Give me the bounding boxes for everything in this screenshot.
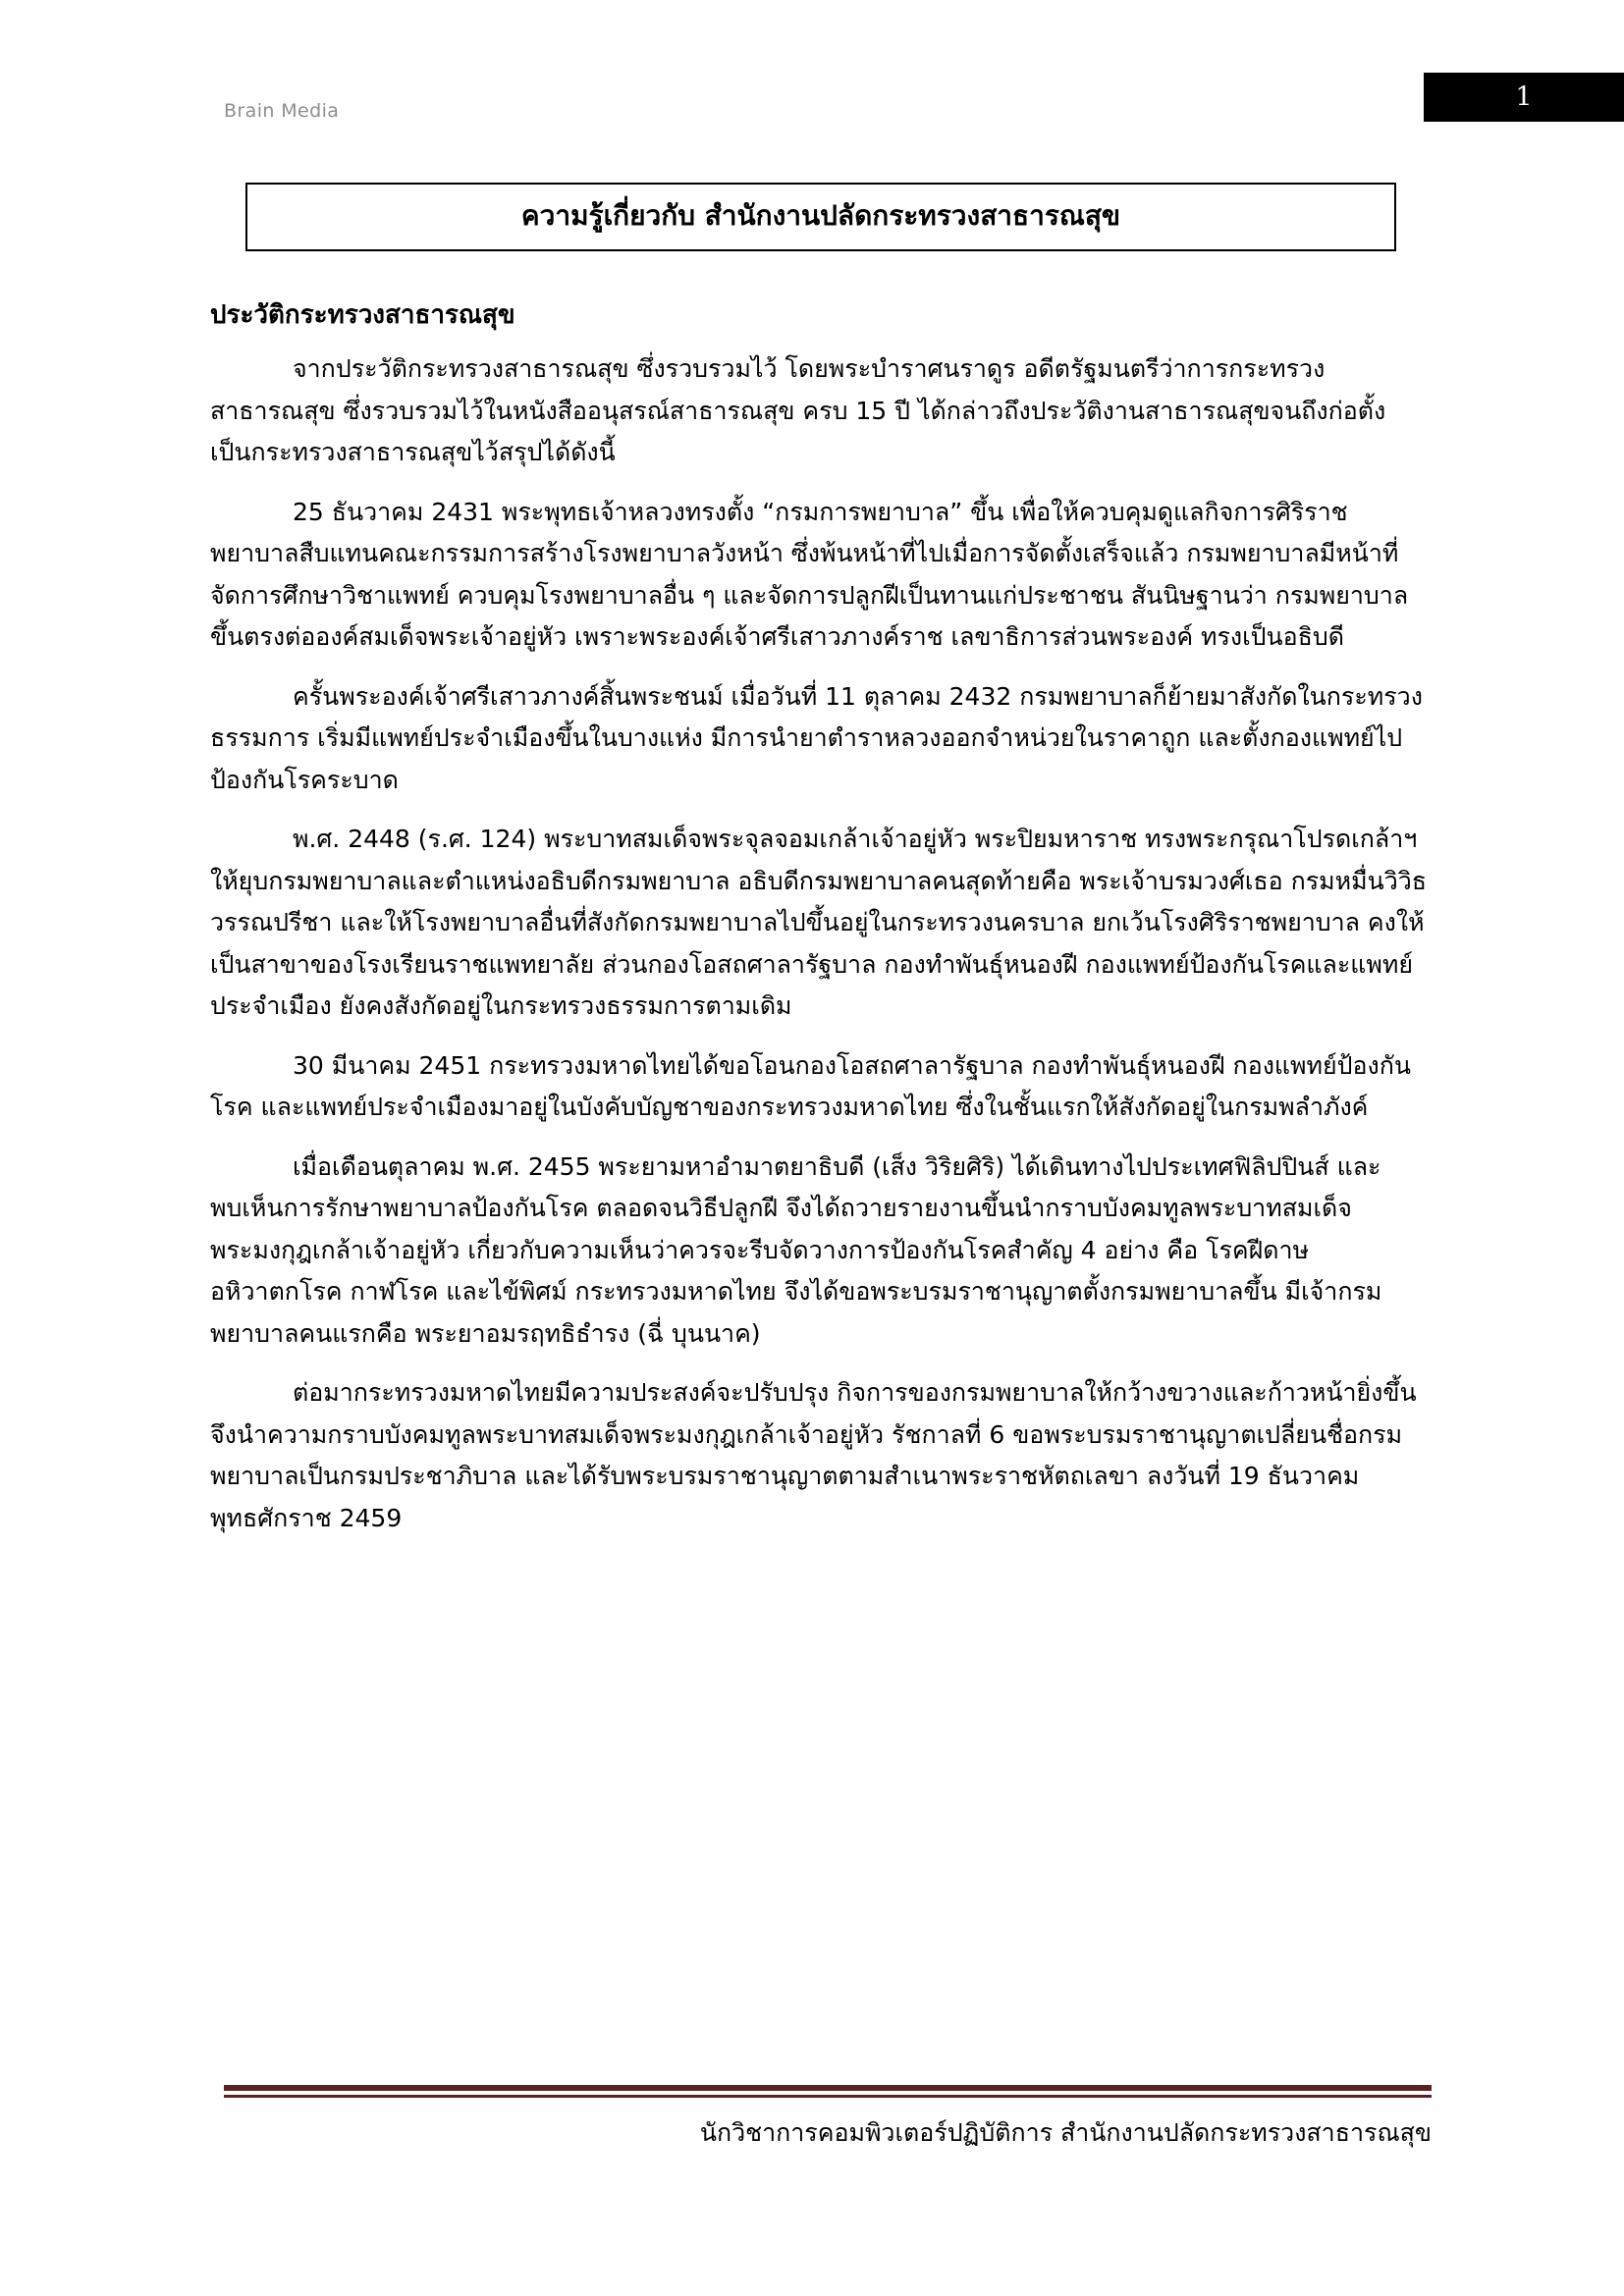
- document-title: ความรู้เกี่ยวกับ สำนักงานปลัดกระทรวงสาธารณสุข: [520, 199, 1121, 232]
- page-number-value: 1: [1515, 81, 1533, 113]
- paragraph: 30 มีนาคม 2451 กระทรวงมหาดไทยได้ขอโอนกองโอสถศาลารัฐบาล กองทำพันธุ์หนองฝี กองแพทย์ป้องกันโรค และแพทย์ประจำเมืองมาอยู่ในบังคับบัญชาของกระทรวงมหาดไทย ซึ่งในชั้นแรกให้สังกัดอยู่ในกรมพลำภังค์: [210, 1050, 1411, 1122]
- paragraph: พ.ศ. 2448 (ร.ศ. 124) พระบาทสมเด็จพระจุลจอมเกล้าเจ้าอยู่หัว พระปิยมหาราช ทรงพระกรุณาโปรดเกล้าฯ ให้ยุบกรมพยาบาลและตำแหน่งอธิบดีกรมพยาบาล อธิบดีกรมพยาบาลคนสุดท้ายคือ พระเจ้าบรมวงศ์เธอ กรมหมื่นวิวิธวรรณปรีชา และให้โรงพยาบาลอื่นที่สังกัดกรมพยาบาลไปขึ้นอยู่ในกระทรวงนครบาล ยกเว้นโรงศิริราชพยาบาล คงให้เป็นสาขาของโรงเรียนราชแพทยาลัย ส่วนกองโอสถศาลารัฐบาล กองทำพันธุ์หนองฝี กองแพทย์ป้องกันโรคและแพทย์ประจำเมือง ยังคงสังกัดอยู่ในกระทรวงธรรมการตามเดิม: [210, 825, 1428, 1021]
- paragraph: ต่อมากระทรวงมหาดไทยมีความประสงค์จะปรับปรุง กิจการของกรมพยาบาลให้กว้างขวางและก้าวหน้ายิ่งขึ้น จึงนำความกราบบังคมทูลพระบาทสมเด็จพระมงกุฎเกล้าเจ้าอยู่หัว รัชกาลที่ 6 ขอพระบรมราชานุญาตเปลี่ยนชื่อกรมพยาบาลเป็นกรมประชาภิบาล และได้รับพระบรมราชานุญาตตามสำเนาพระราชหัตถเลขา ลงวันที่ 19 ธันวาคม พุทธศักราช 2459: [210, 1378, 1417, 1532]
- section-heading: ประวัติกระทรวงสาธารณสุข: [210, 300, 515, 331]
- footer-label: นักวิชาการคอมพิวเตอร์ปฏิบัติการ สำนักงานปลัดกระทรวงสาธารณสุข: [699, 2118, 1432, 2147]
- footer-divider: [224, 2085, 1432, 2098]
- page-footer: [224, 2085, 1432, 2150]
- brand-label: Brain Media: [224, 100, 340, 122]
- paragraph: ครั้นพระองค์เจ้าศรีเสาวภางค์สิ้นพระชนม์ เมื่อวันที่ 11 ตุลาคม 2432 กรมพยาบาลก็ย้ายมาสังกัดในกระทรวงธรรมการ เริ่มมีแพทย์ประจำเมืองขึ้นในบางแห่ง มีการนำยาตำราหลวงออกจำหน่วยในราคาถูก และตั้งกองแพทย์ไปป้องกันโรคระบาด: [210, 681, 1423, 794]
- document-body: [210, 183, 1432, 1539]
- page-number-badge: [1424, 73, 1624, 122]
- page-header: [0, 0, 1624, 147]
- paragraph: จากประวัติกระทรวงสาธารณสุข ซึ่งรวบรวมไว้ โดยพระบำราศนราดูร อดีตรัฐมนตรีว่าการกระทรวงสาธารณสุข ซึ่งรวบรวมไว้ในหนังสืออนุสรณ์สาธารณสุข ครบ 15 ปี ได้กล่าวถึงประวัติงานสาธารณสุขจนถึงก่อตั้งเป็นกระทรวงสาธารณสุขไว้สรุปได้ดังนี้: [210, 354, 1386, 467]
- document-title-box: [245, 183, 1396, 251]
- paragraph: 25 ธันวาคม 2431 พระพุทธเจ้าหลวงทรงตั้ง “กรมการพยาบาล” ขึ้น เพื่อให้ควบคุมดูแลกิจการศิริราชพยาบาลสืบแทนคณะกรรมการสร้างโรงพยาบาลวังหน้า ซึ่งพ้นหน้าที่ไปเมื่อการจัดตั้งเสร็จแล้ว กรมพยาบาลมีหน้าที่จัดการศึกษาวิชาแพทย์ ควบคุมโรงพยาบาลอื่น ๆ และจัดการปลูกฝีเป็นทานแก่ประชาชน สันนิษฐานว่า กรมพยาบาลขึ้นตรงต่อองค์สมเด็จพระเจ้าอยู่หัว เพราะพระองค์เจ้าศรีเสาวภางค์ราช เลขาธิการส่วนพระองค์ ทรงเป็นอธิบดี: [210, 497, 1409, 652]
- paragraph: เมื่อเดือนตุลาคม พ.ศ. 2455 พระยามหาอำมาตยาธิบดี (เส็ง วิริยศิริ) ได้เดินทางไปประเทศฟิลิปปินส์ และพบเห็นการรักษาพยาบาลป้องกันโรค ตลอดจนวิธีปลูกฝี จึงได้ถวายรายงานขึ้นนำกราบบังคมทูลพระบาทสมเด็จพระมงกุฎเกล้าเจ้าอยู่หัว เกี่ยวกับความเห็นว่าควรจะรีบจัดวางการป้องกันโรคสำคัญ 4 อย่าง คือ โรคฝีดาษ อหิวาตกโรค กาฬโรค และไข้พิศม์ กระทรวงมหาดไทย จึงได้ขอพระบรมราชานุญาตตั้งกรมพยาบาลขึ้น มีเจ้ากรมพยาบาลคนแรกคือ พระยาอมรฤทธิธำรง (ฉี่ บุนนาค): [210, 1151, 1382, 1348]
